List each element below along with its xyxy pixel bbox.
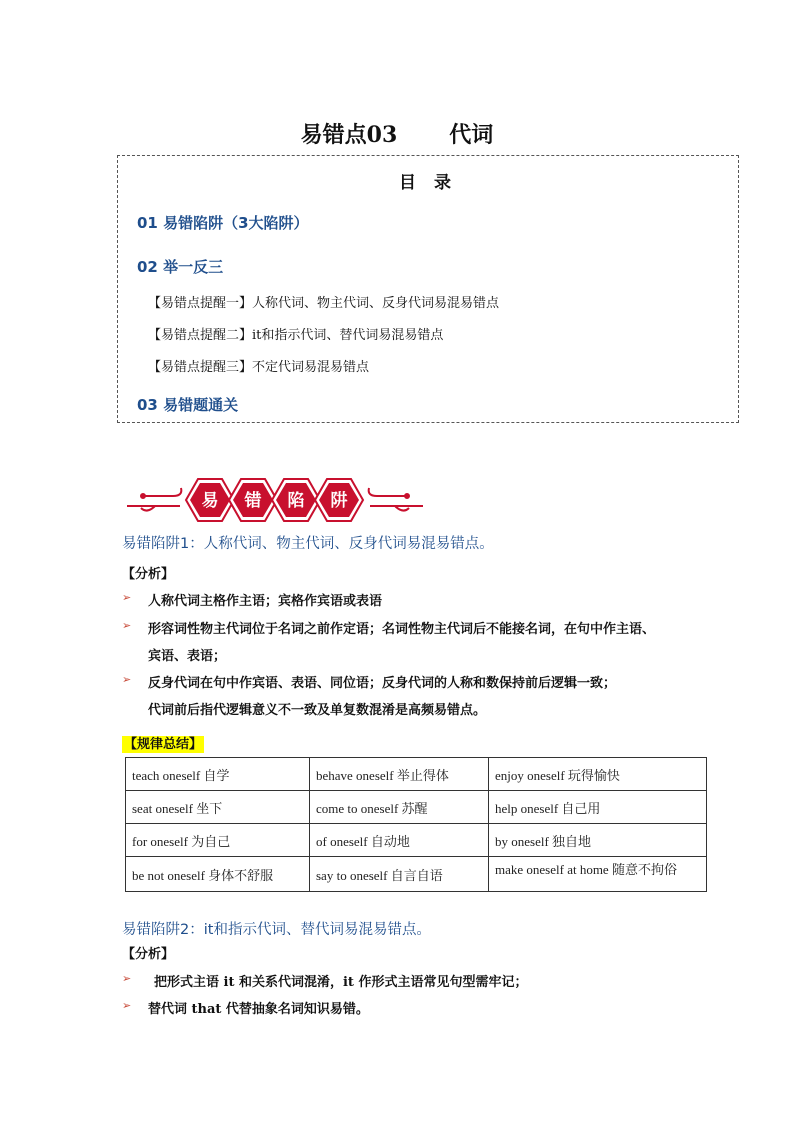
bullet-arrow-icon: ➢ [122, 999, 132, 1012]
table-row [126, 857, 707, 892]
trap2-analysis-label: 【分析】 [122, 947, 175, 962]
bullet-arrow-icon: ➢ [122, 591, 132, 604]
table-row [126, 824, 707, 857]
trap1-bullet-3-line2: 代词前后指代逻辑意义不一致及单复数混淆是高频易错点。 [148, 703, 487, 718]
table-cell: of oneself 自动地 [310, 824, 489, 857]
toc-sub-item-2[interactable]: 【易错点提醒二】it和指示代词、替代词易混易错点 [148, 328, 444, 343]
table-cell: help oneself 自己用 [489, 791, 707, 824]
trap1-title: 易错陷阱1：人称代词、物主代词、反身代词易混易错点。 [122, 536, 494, 552]
trap2-title: 易错陷阱2：it和指示代词、替代词易混易错点。 [122, 922, 431, 938]
banner-char-3: 陷 [287, 491, 305, 511]
table-row [126, 758, 707, 791]
trap-banner [125, 472, 425, 528]
banner-left-ornament [127, 488, 181, 511]
bullet-arrow-icon: ➢ [122, 673, 132, 686]
trap2-bullet-1-text: 把形式主语 it 和关系代词混淆，it 作形式主语常见句型需牢记； [154, 975, 528, 990]
toc-box [117, 155, 739, 423]
table-cell: make oneself at home 随意不拘俗 [489, 857, 707, 892]
toc-heading: 目 录 [399, 173, 457, 193]
bullet-arrow-icon: ➢ [122, 972, 132, 985]
banner-right-ornament [369, 488, 423, 511]
page-title [0, 118, 794, 149]
table-cell: enjoy oneself 玩得愉快 [489, 758, 707, 791]
table-row [126, 791, 707, 824]
trap1-bullet-2-line1: 形容词性物主代词位于名词之前作定语；名词性物主代词后不能接名词，在句中作主语、 [148, 622, 656, 637]
trap1-summary-label [122, 733, 204, 752]
trap1-bullet-2-line2: 宾语、表语； [148, 649, 227, 664]
banner-char-2: 错 [244, 491, 262, 511]
table-cell: seat oneself 坐下 [126, 791, 310, 824]
banner-char-1: 易 [201, 491, 219, 511]
toc-item-02[interactable]: 02 举一反三 [137, 258, 224, 276]
toc-item-03[interactable]: 03 易错题通关 [137, 396, 239, 414]
table-cell: teach oneself 自学 [126, 758, 310, 791]
table-cell: for oneself 为自己 [126, 824, 310, 857]
banner-hexagons [186, 479, 363, 521]
trap1-bullet-3-line1: 反身代词在句中作宾语、表语、同位语；反身代词的人称和数保持前后逻辑一致； [148, 676, 617, 691]
phrase-table [125, 757, 707, 892]
bullet-arrow-icon: ➢ [122, 619, 132, 632]
table-cell: come to oneself 苏醒 [310, 791, 489, 824]
page-title-left: 易错点03 [300, 122, 398, 148]
summary-highlight: 【规律总结】 [124, 737, 203, 752]
trap1-bullet-1-text: 人称代词主格作主语；宾格作宾语或表语 [148, 594, 383, 609]
trap1-analysis-label: 【分析】 [122, 567, 175, 582]
table-cell: by oneself 独自地 [489, 824, 707, 857]
page-title-right: 代词 [449, 122, 494, 148]
table-cell: behave oneself 举止得体 [310, 758, 489, 791]
table-cell: be not oneself 身体不舒服 [126, 857, 310, 892]
table-cell: say to oneself 自言自语 [310, 857, 489, 892]
banner-char-4: 阱 [330, 491, 348, 511]
trap2-bullet-2-text: 替代词 that 代替抽象名词知识易错。 [148, 1002, 369, 1017]
toc-item-01[interactable]: 01 易错陷阱（3大陷阱） [137, 214, 309, 232]
toc-sub-item-1[interactable]: 【易错点提醒一】人称代词、物主代词、反身代词易混易错点 [148, 296, 500, 311]
toc-sub-item-3[interactable]: 【易错点提醒三】不定代词易混易错点 [148, 360, 370, 375]
